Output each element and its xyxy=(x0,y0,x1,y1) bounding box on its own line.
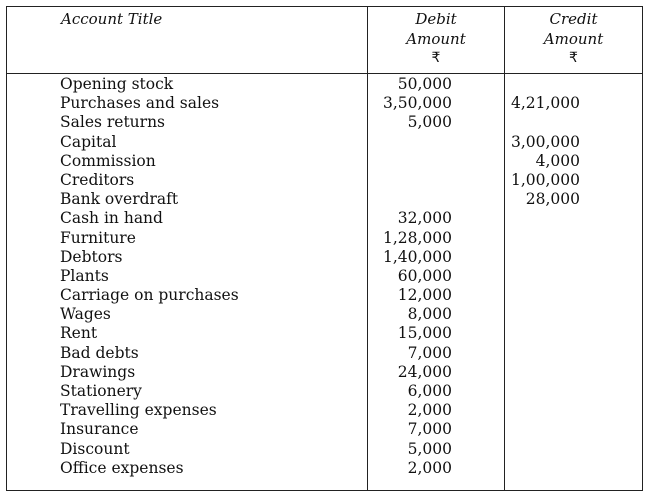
debit-amount-header xyxy=(369,10,503,69)
debit-amount-cell: 5,000 xyxy=(407,113,452,132)
account-title-cell: Office expenses xyxy=(60,458,184,477)
credit-amount-cell: 28,000 xyxy=(525,190,580,209)
account-title-cell: Cash in hand xyxy=(60,209,163,228)
account-title-cell: Bad debts xyxy=(60,343,139,362)
debit-header-line: Debit xyxy=(415,10,457,28)
table-row xyxy=(7,209,642,228)
trial-balance-table xyxy=(6,6,643,491)
account-title-cell: Purchases and sales xyxy=(60,94,220,113)
table-row xyxy=(7,94,642,113)
credit-amount-cell: 4,21,000 xyxy=(510,94,580,113)
table-row xyxy=(7,171,642,190)
debit-amount-cell: 3,50,000 xyxy=(382,94,452,113)
table-row xyxy=(7,459,642,478)
account-title-cell: Furniture xyxy=(60,228,136,247)
rupee-symbol: ₹ xyxy=(569,50,578,66)
account-title-cell: Rent xyxy=(60,324,98,343)
account-title-cell: Stationery xyxy=(60,382,142,400)
debit-amount-cell: 12,000 xyxy=(397,286,452,305)
debit-amount-cell: 7,000 xyxy=(407,420,452,439)
credit-amount-cell: 3,00,000 xyxy=(510,132,580,151)
account-title-cell: Discount xyxy=(60,439,130,458)
table-row xyxy=(7,248,642,267)
debit-amount-cell: 1,40,000 xyxy=(382,247,452,266)
debit-amount-cell: 1,28,000 xyxy=(382,228,452,247)
table-row xyxy=(7,420,642,439)
account-title-cell: Commission xyxy=(60,151,156,170)
account-title-cell: Drawings xyxy=(60,362,136,381)
account-title-cell: Insurance xyxy=(60,420,139,439)
debit-amount-cell: 60,000 xyxy=(397,266,452,285)
credit-header-line: Credit xyxy=(549,10,598,28)
table-row xyxy=(7,113,642,132)
debit-amount-cell: 5,000 xyxy=(407,439,452,458)
debit-amount-cell: 15,000 xyxy=(397,324,452,343)
debit-amount-cell: 6,000 xyxy=(407,382,452,400)
table-row xyxy=(7,190,642,209)
account-title-cell: Wages xyxy=(60,305,111,324)
credit-header-line: Amount xyxy=(543,29,604,48)
account-title-header: Account Title xyxy=(61,10,163,28)
table-row xyxy=(7,133,642,152)
account-title-cell: Sales returns xyxy=(60,113,166,132)
table-row xyxy=(7,401,642,420)
table-row xyxy=(7,286,642,305)
debit-amount-cell: 24,000 xyxy=(397,362,452,381)
account-title-cell: Travelling expenses xyxy=(60,401,217,420)
rupee-symbol: ₹ xyxy=(431,50,441,66)
debit-header-line: Amount xyxy=(406,29,466,48)
account-title-cell: Plants xyxy=(60,266,109,285)
account-title-cell: Carriage on purchases xyxy=(60,286,239,305)
table-row xyxy=(7,152,642,171)
account-title-cell: Capital xyxy=(60,132,117,151)
table-row xyxy=(7,324,642,343)
table-row xyxy=(7,75,642,94)
header-divider xyxy=(7,73,642,74)
debit-amount-cell: 32,000 xyxy=(397,209,452,228)
table-row xyxy=(7,363,642,382)
debit-amount-cell: 2,000 xyxy=(407,401,452,420)
credit-amount-header xyxy=(505,10,642,69)
table-row xyxy=(7,440,642,459)
table-row xyxy=(7,344,642,363)
table-row xyxy=(7,267,642,286)
account-title-cell: Creditors xyxy=(60,170,135,189)
table-body xyxy=(7,75,642,478)
table-row xyxy=(7,382,642,401)
credit-amount-cell: 1,00,000 xyxy=(510,170,580,189)
table-row xyxy=(7,229,642,248)
table-row xyxy=(7,305,642,324)
debit-amount-cell: 7,000 xyxy=(407,343,452,362)
debit-amount-cell: 2,000 xyxy=(407,458,452,477)
account-title-cell: Bank overdraft xyxy=(60,190,179,209)
account-title-cell: Opening stock xyxy=(60,75,174,93)
credit-amount-cell: 4,000 xyxy=(535,151,580,170)
debit-amount-cell: 50,000 xyxy=(397,75,452,93)
account-title-cell: Debtors xyxy=(60,247,123,266)
debit-amount-cell: 8,000 xyxy=(407,305,452,324)
